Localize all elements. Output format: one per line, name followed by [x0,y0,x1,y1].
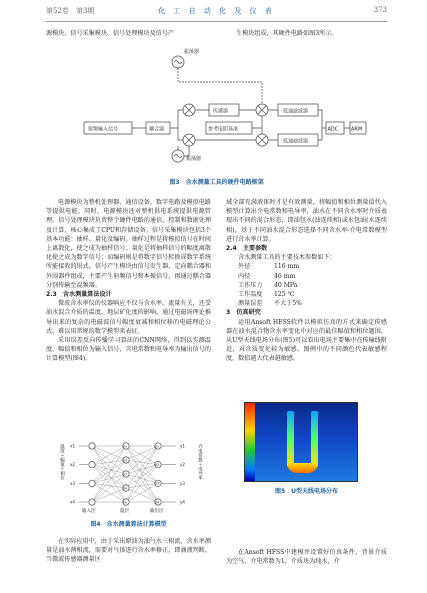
intro-left: 源模块、信号采集模块、信号处理模块及信号产 [46,30,174,37]
spec-value: 116 mm [274,263,300,271]
fig4-edge [92,460,126,465]
section-2-3-heading: 2.3 含水测量算法设计 [46,291,112,299]
fig4-edge [92,465,128,505]
fig4-output-label: 介电常数＋电导率 [197,444,203,480]
fig4-edge [126,483,159,505]
spec-key: 外径 [238,263,251,271]
spec-key: 内径 [238,272,251,280]
running-header [46,6,387,18]
algorithm-paragraph-1: 微波含水率仪的仪器响应不仅与含水率、流量有关，还受油水混合介质的温度、地层矿化度的影响，通过电磁场理论推导出来的复杂的电磁波信号幅度衰减和相位移的电磁理论公式，难以用常规的数学模型来表征。 [46,300,211,335]
fig4-edge [126,462,159,488]
fig3-label-coupler: 耦合器 [149,126,165,133]
fig4-h-label: h3 [123,472,128,477]
fig4-y-label: y1 [180,443,185,449]
fig3-label-lpf1: 低通滤波器 [283,108,309,115]
spec-key: 工作温度 [238,291,263,299]
fig3-label-adc: ADC [327,126,339,133]
fig4-edge [126,446,158,460]
fig4-h-label: h4 [123,486,128,491]
page-number: 373 [373,6,387,14]
spec-key: 工作压力 [238,281,263,289]
power-module-paragraph: 电源模块为整机处理器、通信设备、数字电路及模拟电路等提供电能。同时，电源模块还对整机供电系统提供电源管理。信号处理模块负责整个硬件电路的通信、控制和数据处理及计算，核心集成了CPU和存储设备。信号采集模块包括3个基本功能：抽样、量化及编码。抽样过程是将模拟信号在时间上离散化，使之成为抽样信号；量化是将抽样信号的幅度离散化使之成为数字信号；而编码则是将数字信号转换成数字系统所能接收的形式。信号产生模块由信号发生器、定向耦合器和外围器件组成，主要产生射频信号和本振信号，再通过耦合器分别传输至混频器。 [46,199,211,289]
spec-value: 40 MPa [274,281,298,289]
fig4-h-label: hn [123,500,128,505]
fig4-h-label: h2 [123,458,128,463]
right-column-text [226,198,387,364]
fig3-label-rf: 射频输入信号 [88,126,119,133]
fig3-label-arm: ARM [351,126,363,133]
journal-name: 化 工 自 动 化 及 仪 表 [158,7,275,15]
fig4-y-label: y3 [180,480,185,486]
fig4-edge [126,460,159,505]
fig4-input-node [89,499,95,505]
spec-key: 测量误差 [238,300,263,308]
params-intro: 含水测量工具的主要技术参数如下： [238,254,336,262]
fig4-input-node [89,480,95,486]
fig4-edge [126,446,158,483]
fig4-edge [92,488,128,505]
fig4-input-node [89,461,95,467]
spec-value: 46 mm [274,272,296,280]
figure-4-network-diagram [58,436,208,514]
fig4-y-label: y4 [180,499,185,505]
fig4-x-label: x4 [70,499,75,505]
fig3-label-lpf2: 低通滤波器 [283,138,309,145]
left-column-text [46,198,211,364]
fig4-edge [92,446,128,491]
fig4-edge [92,483,128,491]
fig4-edge [92,460,128,505]
fig4-edge [92,483,128,505]
figure-4-caption: 图4 含水测量算法计算模型 [90,521,167,528]
spec-value: 125 ℃ [274,291,295,299]
figure-5-caption: 图5 U型天线电场分布 [274,488,339,495]
fig4-edge [92,460,126,483]
volume-issue: 第52卷 第3期 [46,7,95,15]
fig4-h-label: h1 [123,444,128,449]
figure-5-field-image [244,402,358,482]
fig4-edge [126,446,158,465]
fig4-input-node [89,443,95,449]
fig3-label-sensor: 传感器 [213,108,229,115]
algorithm-paragraph-2: 采用误差反向传播学习算法的CNN网络，得到以实测温度、幅值和相位为输入信号，含电常数和电导率为输出信号的计算模型(图4)。 [46,337,211,363]
fig4-edge [126,488,159,505]
fig4-edge [126,460,158,465]
left-bottom-text: 在实际应用中，由于采出原油为油气水三相流，含水率测量是油水两相流，需要对气体进行含水率修正，即滴液判断，当微波传感器测量区 [46,538,211,564]
fig4-edge [92,446,128,477]
fig4-x-label: x1 [70,443,75,449]
fig4-edge [126,460,158,483]
header-rule [46,21,387,22]
fig4-edge [92,446,128,463]
fig4-x-label: x2 [70,462,75,468]
fig3-label-osc2: 振荡器 [186,156,202,162]
fig4-o-label: o3 [155,481,159,486]
spec-list [226,262,387,308]
simulation-paragraph: 运用Ansoft HFSS软件以模拟仿真的方式来确定传感器在油水混合物含水率变化中对应的最佳幅值和相位题围，从U型天线电场分布(图5)可以看出电场主要集中在传输线附近，对含质变化较为敏感。图例中的不同颜色代表敏感程度，数值越大代表越敏感。 [226,318,387,363]
fig4-edge [126,446,158,474]
fig4-edge [92,446,126,465]
section-2-4-heading: 2.4 主要参数 [226,245,268,253]
section-3-heading: 3 仿真研究 [226,309,261,317]
fig4-edge [126,462,159,505]
fig3-label-ref: 参考电阻基准 [208,126,239,133]
spec-row [238,262,387,271]
spec-value: 不大于5% [274,300,302,308]
fig4-edge [126,474,159,505]
fig4-edge [92,474,128,505]
spec-row [238,281,387,290]
fig4-edge [92,465,128,491]
fig4-y-label: y2 [180,462,185,468]
fig4-input-label: 温度＋幅值＋相位 [59,444,65,480]
spec-row [238,290,387,299]
intro-right: 生模块组成，其硬件电路如图3所示。 [236,30,338,37]
spec-row [238,272,387,281]
fig4-output-layer-label: 输出层 [150,509,164,514]
mixture-paragraph: 域全部充满液体时才是有效测量，将幅值和相位测量值代入模型计算出介电常数和电导率，油水在不同含水率时介质表现出不同的混合形态，即油包水(油连续相)或水包油(水连续相)，基于不同油水混合形态选择不同含水率-介电常数模型进行含水率计算。 [226,199,387,243]
fig4-hidden-layer-label: 隐层 [120,509,129,514]
right-bottom-text: 在Ansoft HFSS中建模并设置好仿真条件，背景介质为空气，介电常数为1，介质块为纯水，介 [226,549,387,566]
fig4-edge [126,446,158,488]
fig4-input-layer-label: 输入层 [82,509,96,514]
figure-3-block-diagram [82,42,368,164]
fig4-o-label: o2 [155,462,159,467]
fig4-x-label: x3 [70,480,75,486]
spec-row [238,299,387,308]
fig4-o-label: o1 [155,444,159,449]
fig4-o-label: o4 [155,500,159,505]
figure-3-caption: 图3 含水测量工具的硬件电路框架 [169,179,264,186]
fig4-edge [92,446,126,483]
fig3-label-osc1: 振荡器 [184,49,200,55]
fig4-edge [126,483,158,488]
